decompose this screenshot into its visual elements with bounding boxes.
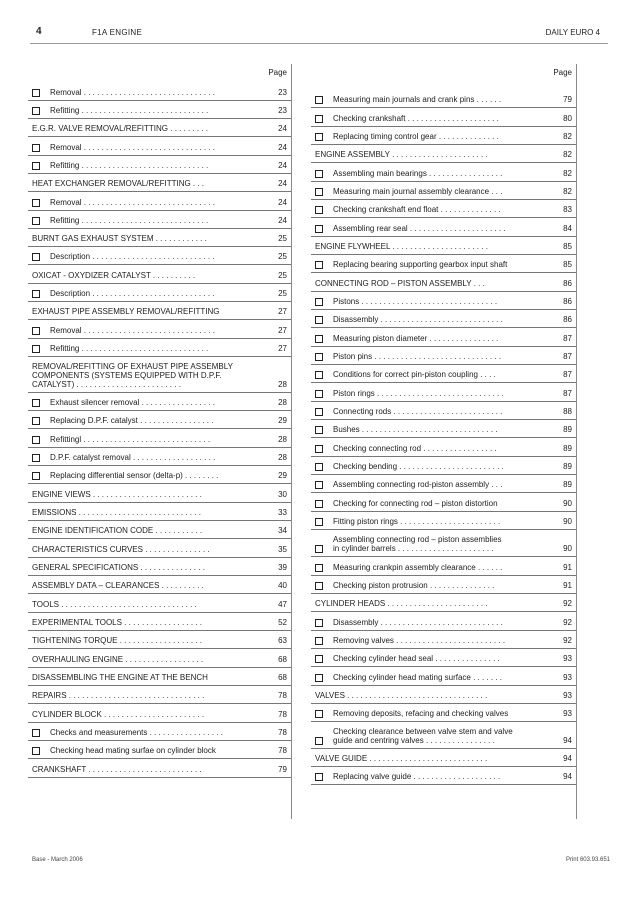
checkbox-square-icon bbox=[315, 564, 323, 572]
toc-entry-page: 27 bbox=[278, 344, 287, 353]
toc-entry-page: 92 bbox=[563, 618, 572, 627]
toc-entry-page: 25 bbox=[278, 289, 287, 298]
toc-entry-page: 34 bbox=[278, 526, 287, 535]
checkbox-square-icon bbox=[315, 619, 323, 627]
toc-section-entry[interactable] bbox=[28, 594, 291, 613]
toc-entry-title: Checking for connecting rod – piston distortion bbox=[333, 499, 498, 508]
toc-entry-page: 39 bbox=[278, 563, 287, 572]
checkbox-square-icon bbox=[32, 107, 40, 115]
toc-entry-page: 90 bbox=[563, 499, 572, 508]
toc-subsection-entry[interactable] bbox=[311, 383, 576, 402]
toc-subsection-entry[interactable] bbox=[311, 612, 576, 631]
toc-entry-page: 86 bbox=[563, 315, 572, 324]
toc-entry-page: 33 bbox=[278, 508, 287, 517]
toc-section-entry[interactable] bbox=[28, 484, 291, 503]
toc-entry-title: Pistons . . . . . . . . . . . . . . . . . . . . . . . . . . . . . . . bbox=[333, 297, 498, 306]
toc-entry-page: 27 bbox=[278, 326, 287, 335]
toc-section-entry[interactable] bbox=[28, 613, 291, 631]
toc-entry-title: Removing deposits, refacing and checking valves bbox=[333, 709, 509, 718]
toc-entry-title: GENERAL SPECIFICATIONS . . . . . . . . . . . . . . . bbox=[32, 563, 205, 572]
toc-entry-title: VALVES . . . . . . . . . . . . . . . . . . . . . . . . . . . . . . . . bbox=[315, 691, 488, 700]
toc-subsection-entry[interactable] bbox=[28, 284, 291, 302]
toc-entry-page: 79 bbox=[563, 95, 572, 104]
toc-subsection-entry[interactable] bbox=[311, 631, 576, 649]
checkbox-square-icon bbox=[315, 115, 323, 123]
page-number: 4 bbox=[36, 26, 42, 37]
toc-section-entry[interactable] bbox=[311, 237, 576, 255]
toc-entry-title: Checks and measurements . . . . . . . . . . . . . . . . . bbox=[50, 728, 223, 737]
toc-entry-page: 52 bbox=[278, 618, 287, 627]
toc-entry-page: 82 bbox=[563, 169, 572, 178]
toc-entry-page: 87 bbox=[563, 334, 572, 343]
toc-entry-page: 47 bbox=[278, 600, 287, 609]
toc-section-entry[interactable] bbox=[28, 539, 291, 558]
toc-section-entry[interactable] bbox=[28, 704, 291, 723]
toc-entry-page: 82 bbox=[563, 187, 572, 196]
checkbox-square-icon bbox=[315, 637, 323, 645]
toc-entry-title: REMOVAL/REFITTING OF EXHAUST PIPE ASSEMBLY COMPONENTS (SYSTEMS EQUIPPED WITH D.P.F. CATALYST) . . . . . . . . . . . . . . . . . . . . . . . . bbox=[32, 362, 233, 389]
toc-subsection-entry[interactable] bbox=[28, 411, 291, 429]
toc-section-entry[interactable] bbox=[28, 521, 291, 539]
toc-section-entry[interactable] bbox=[311, 749, 576, 767]
toc-entry-title: OXICAT - OXYDIZER CATALYST . . . . . . . . . . bbox=[32, 271, 196, 280]
toc-entry-title: Refitting . . . . . . . . . . . . . . . . . . . . . . . . . . . . . bbox=[50, 106, 209, 115]
toc-entry-page: 89 bbox=[563, 425, 572, 434]
toc-entry-title: Measuring main journals and crank pins . . . . . . bbox=[333, 95, 502, 104]
checkbox-square-icon bbox=[32, 253, 40, 261]
toc-entry-page: 94 bbox=[563, 754, 572, 763]
toc-entry-page: 80 bbox=[563, 114, 572, 123]
toc-subsection-entry[interactable] bbox=[311, 365, 576, 383]
toc-entry-title: Assembling connecting rod – piston assemblies in cylinder barrels . . . . . . . . . . . . . . . . . . . . . . bbox=[333, 535, 502, 553]
toc-subsection-entry[interactable] bbox=[28, 320, 291, 339]
toc-entry-page: 78 bbox=[278, 728, 287, 737]
toc-entry-title: Exhaust silencer removal . . . . . . . . . . . . . . . . . bbox=[50, 398, 215, 407]
toc-subsection-entry[interactable] bbox=[311, 493, 576, 512]
checkbox-square-icon bbox=[32, 199, 40, 207]
checkbox-square-icon bbox=[315, 188, 323, 196]
toc-subsection-entry[interactable] bbox=[311, 649, 576, 667]
checkbox-square-icon bbox=[32, 436, 40, 444]
toc-section-entry[interactable] bbox=[28, 265, 291, 284]
toc-section-entry[interactable] bbox=[28, 302, 291, 320]
checkbox-square-icon bbox=[315, 96, 323, 104]
toc-entry-title: TIGHTENING TORQUE . . . . . . . . . . . . . . . . . . . bbox=[32, 636, 202, 645]
checkbox-square-icon bbox=[32, 417, 40, 425]
toc-entry-title: Checking head mating surfae on cylinder block bbox=[50, 746, 216, 755]
toc-entry-title: Measuring piston diameter . . . . . . . . . . . . . . . . bbox=[333, 334, 499, 343]
toc-section-entry[interactable] bbox=[28, 631, 291, 649]
toc-entry-title: Refitting . . . . . . . . . . . . . . . . . . . . . . . . . . . . . bbox=[50, 161, 209, 170]
toc-entry-title: BURNT GAS EXHAUST SYSTEM . . . . . . . . . . . . bbox=[32, 234, 207, 243]
toc-entry-page: 23 bbox=[278, 88, 287, 97]
toc-entry-title: ENGINE VIEWS . . . . . . . . . . . . . . . . . . . . . . . . . bbox=[32, 490, 202, 499]
toc-entry-title: Checking crankshaft . . . . . . . . . . . . . . . . . . . . . bbox=[333, 114, 499, 123]
toc-entry-page: 92 bbox=[563, 599, 572, 608]
checkbox-square-icon bbox=[32, 729, 40, 737]
toc-subsection-entry[interactable] bbox=[28, 211, 291, 229]
toc-entry-title: TOOLS . . . . . . . . . . . . . . . . . . . . . . . . . . . . . . . bbox=[32, 600, 197, 609]
toc-entry-page: 68 bbox=[278, 673, 287, 682]
checkbox-square-icon bbox=[315, 518, 323, 526]
toc-entry-page: 92 bbox=[563, 636, 572, 645]
checkbox-square-icon bbox=[315, 674, 323, 682]
toc-subsection-entry[interactable] bbox=[311, 457, 576, 475]
toc-entry-title: Piston pins . . . . . . . . . . . . . . . . . . . . . . . . . . . . . bbox=[333, 352, 502, 361]
checkbox-square-icon bbox=[315, 463, 323, 471]
toc-entry-page: 91 bbox=[563, 563, 572, 572]
toc-entry-page: 24 bbox=[278, 198, 287, 207]
checkbox-square-icon bbox=[315, 170, 323, 178]
toc-subsection-entry[interactable] bbox=[28, 741, 291, 759]
toc-entry-page: 28 bbox=[278, 380, 287, 389]
toc-section-entry[interactable] bbox=[28, 357, 291, 393]
toc-entry-page: 85 bbox=[563, 260, 572, 269]
toc-subsection-entry[interactable] bbox=[311, 82, 576, 108]
toc-entry-title: Checking connecting rod . . . . . . . . . . . . . . . . . bbox=[333, 444, 497, 453]
footer-base-date: Base - March 2006 bbox=[32, 857, 83, 863]
toc-section-entry[interactable] bbox=[28, 119, 291, 137]
toc-entry-page: 78 bbox=[278, 691, 287, 700]
toc-entry-page: 87 bbox=[563, 389, 572, 398]
toc-entry-title: Disassembly . . . . . . . . . . . . . . . . . . . . . . . . . . . . bbox=[333, 618, 503, 627]
checkbox-square-icon bbox=[315, 426, 323, 434]
toc-subsection-entry[interactable] bbox=[28, 466, 291, 484]
toc-entry-title: REPAIRS . . . . . . . . . . . . . . . . . . . . . . . . . . . . . . . bbox=[32, 691, 205, 700]
toc-entry-page: 85 bbox=[563, 242, 572, 251]
toc-subsection-entry[interactable] bbox=[311, 530, 576, 557]
toc-entry-page: 83 bbox=[563, 205, 572, 214]
toc-entry-page: 94 bbox=[563, 736, 572, 745]
checkbox-square-icon bbox=[315, 481, 323, 489]
toc-entry-title: ENGINE FLYWHEEL . . . . . . . . . . . . . . . . . . . . . . bbox=[315, 242, 488, 251]
toc-entry-page: 28 bbox=[278, 398, 287, 407]
checkbox-square-icon bbox=[32, 454, 40, 462]
toc-subsection-entry[interactable] bbox=[28, 101, 291, 119]
toc-entry-page: 89 bbox=[563, 444, 572, 453]
toc-entry-title: Assembling rear seal . . . . . . . . . . . . . . . . . . . . . . bbox=[333, 224, 506, 233]
checkbox-square-icon bbox=[315, 316, 323, 324]
toc-entry-title: CONNECTING ROD – PISTON ASSEMBLY . . . bbox=[315, 279, 485, 288]
toc-entry-title: Refitting . . . . . . . . . . . . . . . . . . . . . . . . . . . . . bbox=[50, 344, 209, 353]
toc-entry-title: Replacing bearing supporting gearbox input shaft bbox=[333, 260, 508, 269]
toc-entry-page: 27 bbox=[278, 307, 287, 316]
toc-entry-title: Checking clearance between valve stem and valve guide and centring valves . . . . . . . . . . . . . . . . bbox=[333, 727, 513, 745]
toc-entry-title: Piston rings . . . . . . . . . . . . . . . . . . . . . . . . . . . . . bbox=[333, 389, 504, 398]
toc-entry-page: 86 bbox=[563, 279, 572, 288]
checkbox-square-icon bbox=[315, 335, 323, 343]
toc-entry-title: Removal . . . . . . . . . . . . . . . . . . . . . . . . . . . . . . bbox=[50, 326, 215, 335]
toc-entry-page: 24 bbox=[278, 124, 287, 133]
toc-subsection-entry[interactable] bbox=[311, 557, 576, 576]
toc-left-column bbox=[28, 64, 292, 819]
toc-entry-title: Checking bending . . . . . . . . . . . . . . . . . . . . . . . . bbox=[333, 462, 504, 471]
toc-subsection-entry[interactable] bbox=[311, 402, 576, 420]
toc-entry-page: 25 bbox=[278, 252, 287, 261]
toc-entry-page: 24 bbox=[278, 179, 287, 188]
checkbox-square-icon bbox=[315, 773, 323, 781]
toc-entry-page: 89 bbox=[563, 480, 572, 489]
toc-subsection-entry[interactable] bbox=[311, 704, 576, 722]
checkbox-square-icon bbox=[315, 737, 323, 745]
toc-subsection-entry[interactable] bbox=[28, 723, 291, 741]
toc-subsection-entry[interactable] bbox=[28, 448, 291, 466]
toc-entry-title: OVERHAULING ENGINE . . . . . . . . . . . . . . . . . . bbox=[32, 655, 204, 664]
toc-entry-page: 84 bbox=[563, 224, 572, 233]
toc-entry-title: Conditions for correct pin-piston coupling . . . . bbox=[333, 370, 496, 379]
toc-entry-page: 24 bbox=[278, 143, 287, 152]
document-title: DAILY EURO 4 bbox=[545, 28, 600, 37]
toc-entry-page: 93 bbox=[563, 654, 572, 663]
toc-entry-page: 87 bbox=[563, 352, 572, 361]
checkbox-square-icon bbox=[315, 225, 323, 233]
checkbox-square-icon bbox=[32, 747, 40, 755]
page-header bbox=[30, 25, 608, 44]
checkbox-square-icon bbox=[32, 89, 40, 97]
toc-entry-page: 28 bbox=[278, 453, 287, 462]
toc-subsection-entry[interactable] bbox=[311, 347, 576, 365]
toc-entry-page: 94 bbox=[563, 772, 572, 781]
toc-entry-page: 23 bbox=[278, 106, 287, 115]
toc-entry-title: CYLINDER HEADS . . . . . . . . . . . . . . . . . . . . . . . bbox=[315, 599, 488, 608]
toc-entry-page: 28 bbox=[278, 435, 287, 444]
checkbox-square-icon bbox=[32, 217, 40, 225]
checkbox-square-icon bbox=[315, 500, 323, 508]
checkbox-square-icon bbox=[315, 371, 323, 379]
toc-entry-title: EXHAUST PIPE ASSEMBLY REMOVAL/REFITTING bbox=[32, 307, 220, 316]
toc-entry-title: Checking cylinder head mating surface . . . . . . . bbox=[333, 673, 502, 682]
toc-subsection-entry[interactable] bbox=[28, 192, 291, 211]
toc-entry-page: 89 bbox=[563, 462, 572, 471]
toc-entry-title: DISASSEMBLING THE ENGINE AT THE BENCH bbox=[32, 673, 208, 682]
toc-entry-title: D.P.F. catalyst removal . . . . . . . . . . . . . . . . . . . bbox=[50, 453, 216, 462]
toc-entry-title: Replacing D.P.F. catalyst . . . . . . . . . . . . . . . . . bbox=[50, 416, 214, 425]
toc-entry-page: 25 bbox=[278, 234, 287, 243]
toc-entry-page: 90 bbox=[563, 517, 572, 526]
toc-section-entry[interactable] bbox=[28, 576, 291, 594]
toc-subsection-entry[interactable] bbox=[311, 767, 576, 785]
toc-section-entry[interactable] bbox=[28, 503, 291, 521]
checkbox-square-icon bbox=[315, 298, 323, 306]
toc-entry-title: Description . . . . . . . . . . . . . . . . . . . . . . . . . . . . bbox=[50, 252, 215, 261]
toc-entry-page: 35 bbox=[278, 545, 287, 554]
toc-entry-title: ASSEMBLY DATA – CLEARANCES . . . . . . . . . . bbox=[32, 581, 204, 590]
toc-subsection-entry[interactable] bbox=[311, 722, 576, 749]
toc-subsection-entry[interactable] bbox=[311, 310, 576, 328]
checkbox-square-icon bbox=[315, 445, 323, 453]
toc-entry-title: Checking cylinder head seal . . . . . . . . . . . . . . . bbox=[333, 654, 500, 663]
toc-entry-title: Removal . . . . . . . . . . . . . . . . . . . . . . . . . . . . . . bbox=[50, 198, 215, 207]
toc-subsection-entry[interactable] bbox=[311, 512, 576, 530]
toc-entry-page: 79 bbox=[278, 765, 287, 774]
toc-entry-title: Replacing valve guide . . . . . . . . . . . . . . . . . . . . bbox=[333, 772, 501, 781]
toc-entry-title: Checking crankshaft end float . . . . . . . . . . . . . . bbox=[333, 205, 501, 214]
toc-entry-page: 29 bbox=[278, 471, 287, 480]
checkbox-square-icon bbox=[315, 133, 323, 141]
toc-entry-page: 90 bbox=[563, 544, 572, 553]
toc-entry-title: E.G.R. VALVE REMOVAL/REFITTING . . . . . . . . . bbox=[32, 124, 209, 133]
toc-entry-title: EXPERIMENTAL TOOLS . . . . . . . . . . . . . . . . . . bbox=[32, 618, 202, 627]
checkbox-square-icon bbox=[315, 390, 323, 398]
toc-entry-title: CRANKSHAFT . . . . . . . . . . . . . . . . . . . . . . . . . . bbox=[32, 765, 202, 774]
toc-entry-page: 82 bbox=[563, 150, 572, 159]
toc-entry-title: Refitting . . . . . . . . . . . . . . . . . . . . . . . . . . . . . bbox=[50, 216, 209, 225]
toc-entry-title: Disassembly . . . . . . . . . . . . . . . . . . . . . . . . . . . . bbox=[333, 315, 503, 324]
toc-section-entry[interactable] bbox=[28, 174, 291, 192]
section-title: F1A ENGINE bbox=[92, 28, 143, 37]
toc-entry-page: 25 bbox=[278, 271, 287, 280]
toc-subsection-entry[interactable] bbox=[28, 339, 291, 357]
toc-section-entry[interactable] bbox=[311, 145, 576, 163]
toc-subsection-entry[interactable] bbox=[311, 108, 576, 127]
toc-entry-title: Connecting rods . . . . . . . . . . . . . . . . . . . . . . . . . bbox=[333, 407, 503, 416]
toc-section-entry[interactable] bbox=[28, 759, 291, 778]
toc-entry-title: Replacing timing control gear . . . . . . . . . . . . . . bbox=[333, 132, 499, 141]
checkbox-square-icon bbox=[315, 582, 323, 590]
toc-entry-title: Replacing differential sensor (delta-p) . . . . . . . . bbox=[50, 471, 219, 480]
toc-subsection-entry[interactable] bbox=[311, 218, 576, 237]
checkbox-square-icon bbox=[32, 144, 40, 152]
checkbox-square-icon bbox=[315, 206, 323, 214]
toc-subsection-entry[interactable] bbox=[28, 82, 291, 101]
toc-right-column bbox=[311, 64, 577, 819]
toc-subsection-entry[interactable] bbox=[311, 292, 576, 310]
toc-entry-title: Fitting piston rings . . . . . . . . . . . . . . . . . . . . . . . bbox=[333, 517, 501, 526]
toc-section-entry[interactable] bbox=[28, 668, 291, 686]
toc-subsection-entry[interactable] bbox=[28, 137, 291, 156]
toc-section-entry[interactable] bbox=[28, 558, 291, 576]
toc-entry-title: Assembling connecting rod-piston assembly . . . bbox=[333, 480, 503, 489]
checkbox-square-icon bbox=[32, 162, 40, 170]
checkbox-square-icon bbox=[315, 710, 323, 718]
toc-subsection-entry[interactable] bbox=[311, 127, 576, 145]
toc-entry-page: 93 bbox=[563, 691, 572, 700]
checkbox-square-icon bbox=[32, 327, 40, 335]
toc-entry-page: 86 bbox=[563, 297, 572, 306]
toc-entry-title: ENGINE IDENTIFICATION CODE . . . . . . . . . . . bbox=[32, 526, 203, 535]
toc-entry-title: Assembling main bearings . . . . . . . . . . . . . . . . . bbox=[333, 169, 503, 178]
toc-entry-title: Measuring crankpin assembly clearance . . . . . . bbox=[333, 563, 503, 572]
toc-entry-page: 78 bbox=[278, 710, 287, 719]
toc-entry-title: Measuring main journal assembly clearance . . . bbox=[333, 187, 503, 196]
toc-entry-title: CYLINDER BLOCK . . . . . . . . . . . . . . . . . . . . . . . bbox=[32, 710, 205, 719]
toc-entry-title: Description . . . . . . . . . . . . . . . . . . . . . . . . . . . . bbox=[50, 289, 215, 298]
toc-subsection-entry[interactable] bbox=[311, 200, 576, 218]
toc-entry-page: 88 bbox=[563, 407, 572, 416]
toc-entry-title: Refittingl . . . . . . . . . . . . . . . . . . . . . . . . . . . . . bbox=[50, 435, 211, 444]
checkbox-square-icon bbox=[32, 399, 40, 407]
toc-entry-page: 30 bbox=[278, 490, 287, 499]
toc-subsection-entry[interactable] bbox=[28, 429, 291, 448]
toc-entry-page: 82 bbox=[563, 132, 572, 141]
toc-entry-title: ENGINE ASSEMBLY . . . . . . . . . . . . . . . . . . . . . . bbox=[315, 150, 488, 159]
toc-subsection-entry[interactable] bbox=[311, 576, 576, 594]
checkbox-square-icon bbox=[315, 655, 323, 663]
page-column-label: Page bbox=[553, 68, 572, 77]
checkbox-square-icon bbox=[315, 545, 323, 553]
toc-entry-page: 24 bbox=[278, 161, 287, 170]
toc-subsection-entry[interactable] bbox=[28, 247, 291, 265]
toc-subsection-entry[interactable] bbox=[311, 328, 576, 347]
toc-entry-page: 24 bbox=[278, 216, 287, 225]
toc-entry-title: VALVE GUIDE . . . . . . . . . . . . . . . . . . . . . . . . . . . bbox=[315, 754, 488, 763]
toc-subsection-entry[interactable] bbox=[311, 420, 576, 438]
toc-subsection-entry[interactable] bbox=[311, 163, 576, 182]
toc-entry-title: Removal . . . . . . . . . . . . . . . . . . . . . . . . . . . . . . bbox=[50, 143, 215, 152]
toc-entry-title: Removal . . . . . . . . . . . . . . . . . . . . . . . . . . . . . . bbox=[50, 88, 215, 97]
toc-entry-title: Bushes . . . . . . . . . . . . . . . . . . . . . . . . . . . . . . . bbox=[333, 425, 498, 434]
toc-subsection-entry[interactable] bbox=[28, 393, 291, 411]
toc-entry-page: 29 bbox=[278, 416, 287, 425]
toc-subsection-entry[interactable] bbox=[311, 182, 576, 200]
toc-entry-page: 78 bbox=[278, 746, 287, 755]
toc-section-entry[interactable] bbox=[28, 229, 291, 247]
toc-entry-title: CHARACTERISTICS CURVES . . . . . . . . . . . . . . . bbox=[32, 545, 210, 554]
footer-print-code: Print 603.93.651 bbox=[565, 857, 610, 863]
toc-section-entry[interactable] bbox=[28, 686, 291, 704]
toc-entry-page: 40 bbox=[278, 581, 287, 590]
checkbox-square-icon bbox=[32, 472, 40, 480]
toc-entry-title: EMISSIONS . . . . . . . . . . . . . . . . . . . . . . . . . . . . bbox=[32, 508, 201, 517]
toc-entry-title: Removing valves . . . . . . . . . . . . . . . . . . . . . . . . . bbox=[333, 636, 506, 645]
toc-entry-page: 93 bbox=[563, 709, 572, 718]
toc-entry-title: HEAT EXCHANGER REMOVAL/REFITTING . . . bbox=[32, 179, 205, 188]
toc-subsection-entry[interactable] bbox=[311, 255, 576, 273]
toc-section-entry[interactable] bbox=[311, 594, 576, 612]
toc-subsection-entry[interactable] bbox=[28, 156, 291, 174]
toc-entry-page: 68 bbox=[278, 655, 287, 664]
checkbox-square-icon bbox=[315, 408, 323, 416]
toc-subsection-entry[interactable] bbox=[311, 475, 576, 493]
checkbox-square-icon bbox=[32, 345, 40, 353]
toc-subsection-entry[interactable] bbox=[311, 438, 576, 457]
toc-section-entry[interactable] bbox=[311, 686, 576, 704]
toc-entry-page: 63 bbox=[278, 636, 287, 645]
toc-entry-page: 93 bbox=[563, 673, 572, 682]
page-column-label: Page bbox=[268, 68, 287, 77]
checkbox-square-icon bbox=[32, 290, 40, 298]
toc-entry-title: Checking piston protrusion . . . . . . . . . . . . . . . bbox=[333, 581, 495, 590]
toc-subsection-entry[interactable] bbox=[311, 667, 576, 686]
toc-section-entry[interactable] bbox=[311, 273, 576, 292]
toc-entry-page: 91 bbox=[563, 581, 572, 590]
toc-entry-page: 87 bbox=[563, 370, 572, 379]
checkbox-square-icon bbox=[315, 353, 323, 361]
toc-section-entry[interactable] bbox=[28, 649, 291, 668]
checkbox-square-icon bbox=[315, 261, 323, 269]
